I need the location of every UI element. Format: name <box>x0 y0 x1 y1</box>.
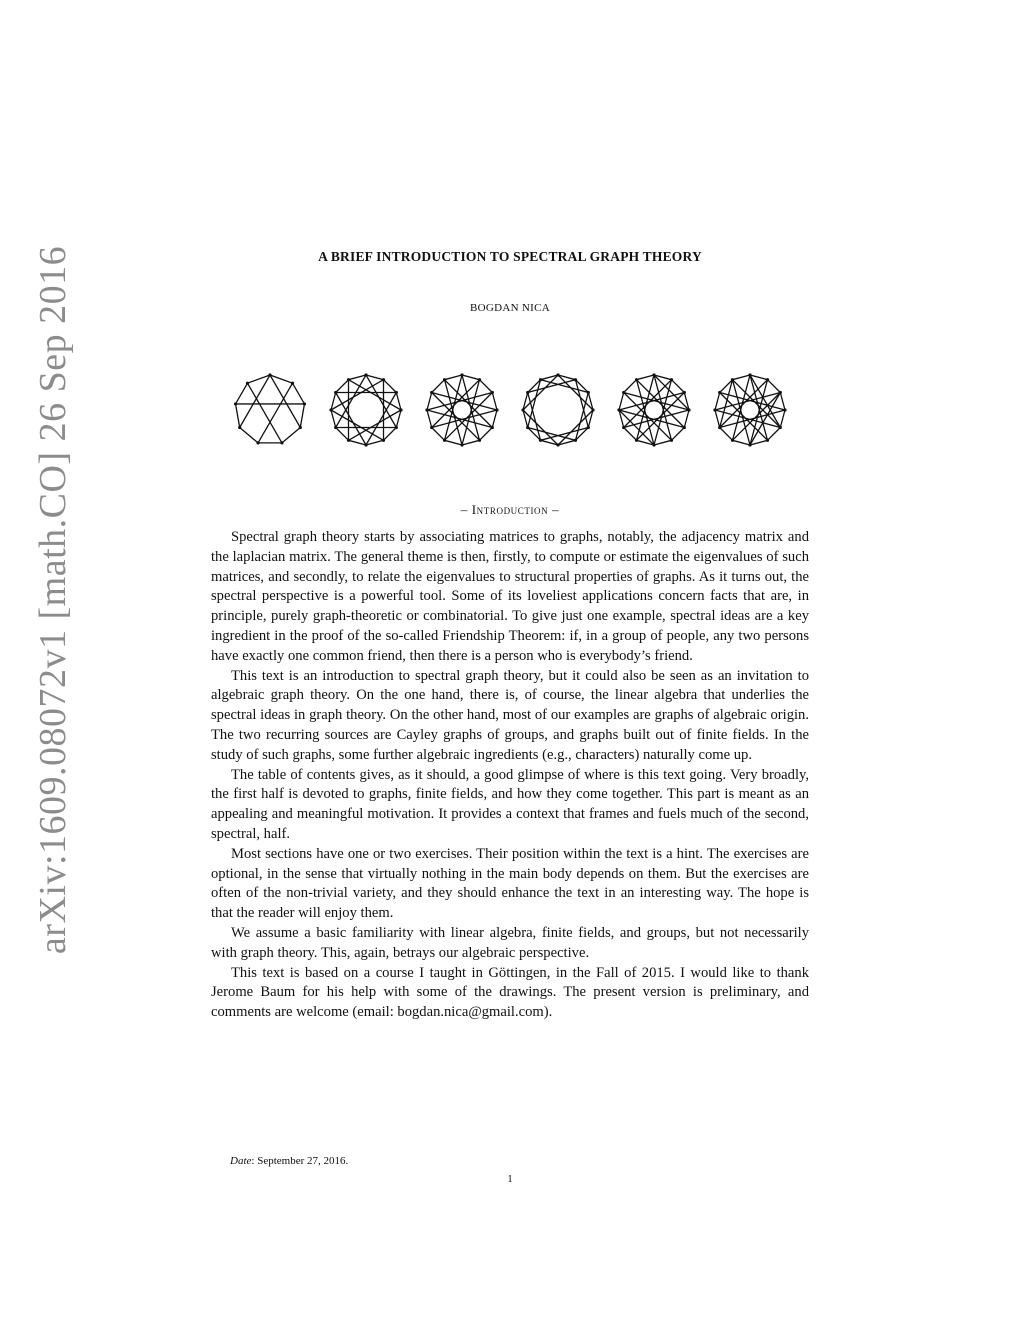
graph-vertex <box>779 391 782 394</box>
graph-edge <box>780 393 785 411</box>
graph-vertex <box>539 439 542 442</box>
paper-title: A BRIEF INTRODUCTION TO SPECTRAL GRAPH THEORY <box>318 249 702 264</box>
graph-edge <box>715 393 720 411</box>
graph-edge <box>336 428 349 441</box>
graph-vertex <box>291 382 294 385</box>
graph-vertex <box>478 439 481 442</box>
graph-edge <box>432 380 445 393</box>
graph-edge <box>384 380 397 393</box>
introduction-body <box>211 528 809 1023</box>
graph-figure <box>230 370 790 450</box>
graph-vertex <box>713 408 716 411</box>
graph-vertex <box>783 408 786 411</box>
graph-edge <box>445 440 463 445</box>
graph-vertex <box>587 426 590 429</box>
arxiv-id: arXiv:1609.08072v1 [math.CO] 26 Sep 2016 <box>32 245 74 955</box>
paragraph: This text is based on a course I taught in Göttingen, in the Fall of 2015. I would like to thank Jerome Baum for his help with some of the drawings. The present version is preliminary, and comments are welcome (email: bogdan.nica@gmail.com). <box>211 964 809 1021</box>
graph-vertex <box>364 443 367 446</box>
graph-edge <box>384 428 397 441</box>
graph-edge <box>236 383 248 404</box>
section-dash-right: – <box>548 502 560 517</box>
graph-vertex <box>574 378 577 381</box>
graph-edge <box>672 428 685 441</box>
graph-edge <box>768 380 781 393</box>
graph-vertex <box>731 439 734 442</box>
section-dash-left: – <box>460 502 472 517</box>
graph-edge <box>445 375 463 380</box>
graph-vertex <box>347 378 350 381</box>
graph-vertex <box>766 439 769 442</box>
graph-vertex <box>399 408 402 411</box>
graph-vertex <box>430 426 433 429</box>
graph-edge <box>637 375 655 380</box>
graph-vertex <box>256 441 259 444</box>
graph-edge <box>684 410 689 428</box>
graph-vertex <box>491 426 494 429</box>
paper-author: BOGDAN NICA <box>470 302 550 314</box>
graph-edge <box>780 410 785 428</box>
graph-vertex <box>347 439 350 442</box>
graph-edge <box>492 410 497 428</box>
graph-edge <box>300 404 304 428</box>
graph-edge <box>733 440 751 445</box>
graph-vertex <box>652 373 655 376</box>
graph-vertex <box>670 439 673 442</box>
date-footnote <box>230 1155 348 1167</box>
graph-vertex <box>443 378 446 381</box>
graph-vertex <box>731 378 734 381</box>
graph-edge <box>624 428 637 441</box>
graph-5 <box>614 370 694 450</box>
graph-edge <box>282 428 300 443</box>
graph-edge <box>292 383 304 404</box>
graph-edge <box>432 428 445 441</box>
graph-vertex <box>395 391 398 394</box>
paragraph: We assume a basic familiarity with linear algebra, finite fields, and groups, but not necessarily with graph theory. This, again, betrays our algebraic perspective. <box>211 924 809 961</box>
graph-edge <box>492 393 497 411</box>
graph-edge <box>258 383 292 443</box>
graph-edge <box>720 428 733 441</box>
graph-edge <box>240 375 270 428</box>
graph-vertex <box>491 391 494 394</box>
graph-vertex <box>334 426 337 429</box>
section-heading-text: Introduction <box>471 502 549 517</box>
graph-vertex <box>718 426 721 429</box>
graph-edge <box>462 440 480 445</box>
graph-vertex <box>382 378 385 381</box>
graph-vertex <box>364 373 367 376</box>
graph-vertex <box>556 373 559 376</box>
graph-edge <box>336 380 349 393</box>
section-heading <box>210 502 810 518</box>
graph-edge <box>715 410 720 428</box>
graph-edge <box>236 404 240 428</box>
graph-vertex <box>635 439 638 442</box>
graph-edge <box>672 380 685 393</box>
graph-vertex <box>587 391 590 394</box>
graph-vertex <box>766 378 769 381</box>
graph-edge <box>240 428 258 443</box>
graph-vertex <box>334 391 337 394</box>
graph-vertex <box>526 391 529 394</box>
graph-vertex <box>299 426 302 429</box>
graph-vertex <box>617 408 620 411</box>
graph-vertex <box>280 441 283 444</box>
arxiv-stamp <box>28 245 78 955</box>
graph-3 <box>422 370 502 450</box>
graph-vertex <box>683 391 686 394</box>
graph-vertex <box>521 408 524 411</box>
graph-4 <box>518 370 598 450</box>
graph-vertex <box>635 378 638 381</box>
graph-vertex <box>443 439 446 442</box>
graph-edge <box>654 440 672 445</box>
date-label: Date <box>230 1155 252 1167</box>
graph-vertex <box>556 443 559 446</box>
graph-vertex <box>622 391 625 394</box>
graph-vertex <box>395 426 398 429</box>
graph-vertex <box>238 426 241 429</box>
graph-edge <box>427 410 432 428</box>
graph-vertex <box>382 439 385 442</box>
paragraph: This text is an introduction to spectral graph theory, but it could also be seen as an invitation to algebraic graph theory. On the one hand, there is, of course, the linear algebra that underlies the spectral ideas in graph theory. On the other hand, most of our examples are graphs of algebraic origin. The two recurring sources are Cayley graphs of groups, and graphs built out of finite fields. In the study of such graphs, some further algebraic ingredients (e.g., characters) naturally come up. <box>211 667 809 763</box>
graph-vertex <box>329 408 332 411</box>
graph-vertex <box>622 426 625 429</box>
graph-2 <box>326 370 406 450</box>
graph-vertex <box>670 378 673 381</box>
graph-edge <box>462 375 480 380</box>
graph-edge <box>733 375 751 380</box>
graph-vertex <box>652 443 655 446</box>
graph-edge <box>427 393 432 411</box>
paragraph: Spectral graph theory starts by associating matrices to graphs, notably, the adjacency matrix and the laplacian matrix. The general theme is then, firstly, to compute or estimate the eigenvalues of such matrices, and secondly, to relate the eigenvalues to structural properties of graphs. As it turns out, the spectral perspective is a powerful tool. Some of its loveliest applications concern facts that are, in principle, purely graph-theoretic or combinatorial. To give just one example, spectral ideas are a key ingredient in the proof of the so-called Friendship Theorem: if, in a group of people, any two persons have exactly one common friend, then there is a person who is everybody’s friend. <box>211 529 809 664</box>
graph-edge <box>270 375 300 428</box>
graph-vertex <box>246 382 249 385</box>
page-number: 1 <box>507 1173 513 1185</box>
graph-vertex <box>779 426 782 429</box>
graph-vertex <box>268 373 271 376</box>
paragraph: The table of contents gives, as it should, a good glimpse of where is this text going. Very broadly, the first half is devoted to graphs, finite fields, and how they come together. This part is meant as an appealing and meaningful motivation. It provides a context that frames and fuels much of the second, spectral, half. <box>211 766 809 842</box>
graph-vertex <box>687 408 690 411</box>
graph-vertex <box>303 402 306 405</box>
graph-vertex <box>460 373 463 376</box>
paragraph: Most sections have one or two exercises. Their position within the text is a hint. The exercises are optional, in the sense that virtually nothing in the main body depends on them. But the exercises are often of the non-trivial variety, and they should enhance the text in an interesting way. The hope is that the reader will enjoy them. <box>211 845 809 922</box>
graph-edge <box>480 428 493 441</box>
graph-vertex <box>748 373 751 376</box>
graph-edge <box>624 380 637 393</box>
graph-edge <box>768 428 781 441</box>
graph-edge <box>480 380 493 393</box>
graph-vertex <box>234 402 237 405</box>
graph-vertex <box>460 443 463 446</box>
graph-vertex <box>683 426 686 429</box>
graph-vertex <box>425 408 428 411</box>
graph-vertex <box>748 443 751 446</box>
graph-edge <box>248 383 282 443</box>
graph-vertex <box>526 426 529 429</box>
graph-vertex <box>478 378 481 381</box>
graph-vertex <box>430 391 433 394</box>
graph-1 <box>230 370 310 450</box>
date-value: : September 27, 2016. <box>251 1155 349 1167</box>
graph-vertex <box>495 408 498 411</box>
graph-vertex <box>539 378 542 381</box>
graph-vertex <box>591 408 594 411</box>
graph-vertex <box>718 391 721 394</box>
graph-6 <box>710 370 790 450</box>
graph-vertex <box>574 439 577 442</box>
graph-edge <box>619 393 624 411</box>
